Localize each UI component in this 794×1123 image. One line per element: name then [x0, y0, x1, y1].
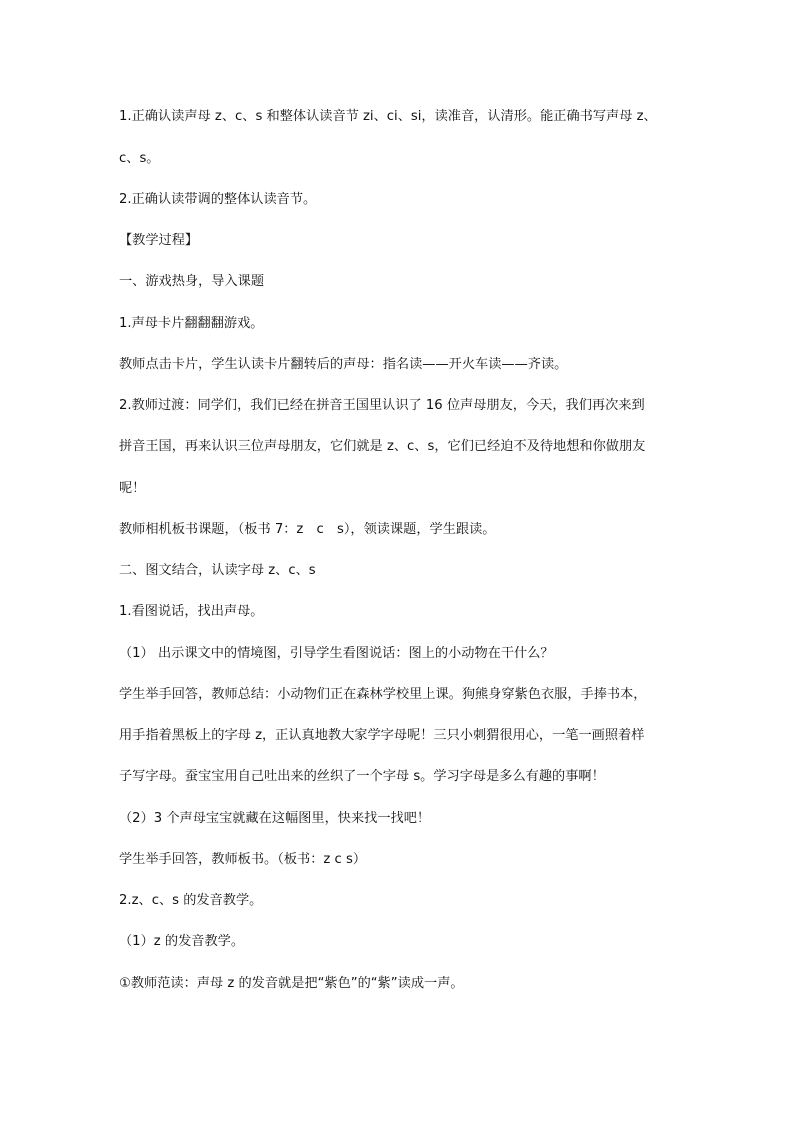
objective-1-line-1: 1.正确认读声母 z、c、s 和整体认读音节 zi、ci、si，读准音，认清形。能正确书写声母 z、: [119, 109, 657, 124]
summary-line-1: 学生举手回答，教师总结：小动物们正在森林学校里上课。狗熊身穿紫色衣服，手捧书本，: [119, 687, 647, 702]
z-pronunciation-demo: ①教师范读：声母 z 的发音就是把“紫色”的“紫”读成一声。: [119, 976, 464, 991]
part-2-step-1-title: 1.看图说话，找出声母。: [119, 604, 264, 619]
step-2-line-1: 2.教师过渡：同学们，我们已经在拼音王国里认识了 16 位声母朋友，今天，我们再次来到: [119, 398, 645, 413]
step-1-title: 1.声母卡片翻翻翻游戏。: [119, 316, 264, 331]
step-2-line-3: 呢！: [119, 481, 146, 496]
board-writing-zcs: 学生举手回答，教师板书。（板书：z c s）: [119, 852, 367, 867]
part-2-step-1-sub-2: （2）3 个声母宝宝就藏在这幅图里，快来找一找吧！: [119, 811, 431, 826]
part-1-heading: 一、游戏热身，导入课题: [119, 274, 265, 289]
z-pronunciation-title: （1）z 的发音教学。: [119, 934, 245, 949]
step-1-description: 教师点击卡片，学生认读卡片翻转后的声母：指名读——开火车读——齐读。: [119, 357, 568, 372]
part-2-step-2-title: 2.z、c、s 的发音教学。: [119, 893, 263, 908]
summary-line-3: 子写字母。蚕宝宝用自己吐出来的丝织了一个字母 s。学习字母是多么有趣的事啊！: [119, 769, 605, 784]
part-2-step-1-sub-1: （1） 出示课文中的情境图，引导学生看图说话：图上的小动物在干什么？: [119, 646, 554, 661]
objective-2: 2.正确认读带调的整体认读音节。: [119, 192, 317, 207]
summary-line-2: 用手指着黑板上的字母 z，正认真地教大家学字母呢！三只小刺猬很用心，一笔一画照着样: [119, 728, 645, 743]
step-2-line-2: 拼音王国，再来认识三位声母朋友，它们就是 z、c、s，它们已经迫不及待地想和你做朋友: [119, 439, 646, 454]
part-2-heading: 二、图文结合，认读字母 z、c、s: [119, 563, 316, 578]
board-writing-note: 教师相机板书课题，（板书 7：z c s），领读课题，学生跟读。: [119, 522, 496, 537]
section-heading-teaching-process: 【教学过程】: [119, 233, 199, 248]
objective-1-line-2: c、s。: [119, 151, 160, 166]
